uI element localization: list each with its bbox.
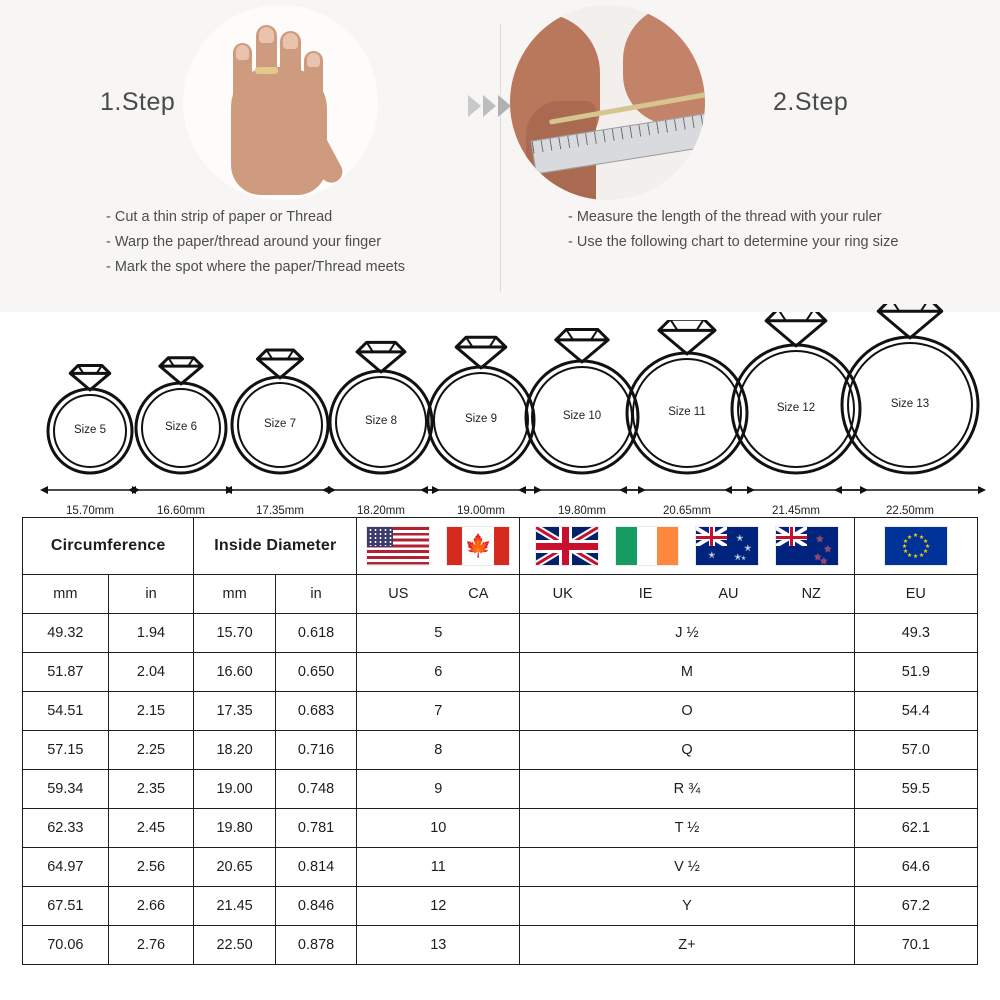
ring-diameter-label: 19.00mm [457, 505, 505, 517]
unit-nz: NZ [801, 586, 821, 602]
us-ca-size-cell: 11 [357, 848, 520, 887]
table-unit-row [23, 575, 978, 614]
circ-mm-cell: 70.06 [23, 926, 109, 965]
ring-size-label: Size 13 [890, 398, 930, 410]
au-flag-icon: ✭ ✭ ✭ ✭ ✭ [696, 527, 758, 565]
ring-diameter-label: 15.70mm [66, 505, 114, 517]
us-ca-size-cell: 7 [357, 692, 520, 731]
table-row [23, 887, 978, 926]
circ-in-cell: 2.25 [108, 731, 194, 770]
us-ca-size-cell: 6 [357, 653, 520, 692]
step-divider [500, 24, 501, 292]
uk-flag-icon [536, 527, 598, 565]
uk-ie-au-nz-flags-cell [520, 518, 854, 575]
dia-mm-cell: 19.80 [194, 809, 275, 848]
unit-ca: CA [468, 586, 489, 602]
ring-size-label: Size 12 [776, 402, 816, 414]
ring-size-diagram [0, 312, 1000, 517]
circ-mm-cell: 67.51 [23, 887, 109, 926]
table-row [23, 848, 978, 887]
dia-mm-cell: 20.65 [194, 848, 275, 887]
fingernail-shape [283, 33, 298, 49]
table-row [23, 614, 978, 653]
uk-ie-au-nz-size-cell: V ½ [520, 848, 854, 887]
ring-size-label: Size 5 [74, 424, 106, 436]
nz-flag-icon: ✭ ✭ ✭ ✭ [776, 527, 838, 565]
us-ca-size-cell: 9 [357, 770, 520, 809]
circ-in-cell: 2.45 [108, 809, 194, 848]
dia-mm-cell: 19.00 [194, 770, 275, 809]
dia-mm-cell: 16.60 [194, 653, 275, 692]
step-2-header [500, 0, 1000, 205]
uk-ie-au-nz-size-cell: O [520, 692, 854, 731]
eu-size-cell: 70.1 [854, 926, 977, 965]
inside-diameter-header: Inside Diameter [194, 518, 357, 575]
circ-in-cell: 2.76 [108, 926, 194, 965]
dia-in-cell: 0.814 [275, 848, 356, 887]
circ-mm-cell: 51.87 [23, 653, 109, 692]
uk-ie-au-nz-size-cell: Y [520, 887, 854, 926]
size-chart-table [22, 517, 978, 965]
ring-size-label: Size 10 [562, 410, 602, 422]
uk-ie-au-nz-size-cell: Z+ [520, 926, 854, 965]
dia-mm-cell: 21.45 [194, 887, 275, 926]
ring-diameter-label: 18.20mm [357, 505, 405, 517]
fingernail-shape [259, 27, 274, 43]
ring-diameter-label: 17.35mm [256, 505, 304, 517]
eu-size-cell: 49.3 [854, 614, 977, 653]
eu-size-cell: 54.4 [854, 692, 977, 731]
dia-mm-cell: 15.70 [194, 614, 275, 653]
circ-mm-cell: 62.33 [23, 809, 109, 848]
dia-in-cell: 0.846 [275, 887, 356, 926]
dia-in-cell: 0.781 [275, 809, 356, 848]
dia-mm-cell: 18.20 [194, 731, 275, 770]
width-arrow-icon [832, 482, 988, 498]
list-item: - Cut a thin strip of paper or Thread [106, 209, 333, 225]
circ-mm-cell: 59.34 [23, 770, 109, 809]
ring-size-item [126, 350, 236, 517]
unit-eu: EU [854, 575, 977, 614]
eu-flag-icon: ★ ★ ★ ★ ★ ★ ★ ★ ★ ★ ★ ★ [885, 527, 947, 565]
circ-in-cell: 2.56 [108, 848, 194, 887]
circ-in-cell: 2.04 [108, 653, 194, 692]
chevron-right-icon [468, 95, 511, 117]
uk-ie-au-nz-size-cell: T ½ [520, 809, 854, 848]
dia-in-cell: 0.878 [275, 926, 356, 965]
us-ca-size-cell: 8 [357, 731, 520, 770]
table-row [23, 809, 978, 848]
table-row [23, 770, 978, 809]
circ-mm-cell: 54.51 [23, 692, 109, 731]
us-ca-size-cell: 13 [357, 926, 520, 965]
dia-mm-cell: 17.35 [194, 692, 275, 731]
ring-diameter-label: 21.45mm [772, 505, 820, 517]
step-1-label: 1.Step [100, 88, 176, 116]
fingernail-shape [307, 53, 320, 67]
eu-size-cell: 51.9 [854, 653, 977, 692]
dia-in-cell: 0.618 [275, 614, 356, 653]
eu-size-cell: 64.6 [854, 848, 977, 887]
unit-uk: UK [552, 586, 573, 602]
ring-size-item [832, 304, 988, 517]
circ-mm-cell: 49.32 [23, 614, 109, 653]
ring-size-label: Size 9 [465, 413, 497, 425]
ring-illustration [832, 304, 988, 482]
eu-size-cell: 62.1 [854, 809, 977, 848]
uk-ie-au-nz-size-cell: J ½ [520, 614, 854, 653]
circ-mm-cell: 57.15 [23, 731, 109, 770]
step-2-block [500, 0, 1000, 312]
unit-ie: IE [638, 586, 653, 602]
ring-diameter-label: 19.80mm [558, 505, 606, 517]
table-row [23, 926, 978, 965]
unit-dia-mm: mm [194, 575, 275, 614]
list-item: - Measure the length of the thread with your ruler [568, 209, 882, 225]
unit-us-ca [357, 575, 520, 614]
dia-in-cell: 0.716 [275, 731, 356, 770]
step-1-instructions [106, 205, 500, 280]
step-1-block [0, 0, 500, 312]
uk-ie-au-nz-size-cell: M [520, 653, 854, 692]
na-flags-cell [357, 518, 520, 575]
ring-size-label: Size 8 [365, 415, 397, 427]
ring-diameter-label: 22.50mm [886, 505, 934, 517]
us-ca-size-cell: 5 [357, 614, 520, 653]
steps-section [0, 0, 1000, 312]
unit-uk-ie-au-nz [520, 575, 854, 614]
uk-ie-au-nz-size-cell: Q [520, 731, 854, 770]
ie-flag-icon [616, 527, 678, 565]
circ-in-cell: 2.15 [108, 692, 194, 731]
table-header-row [23, 518, 978, 575]
dia-in-cell: 0.683 [275, 692, 356, 731]
unit-dia-in: in [275, 575, 356, 614]
list-item: - Use the following chart to determine your ring size [568, 234, 899, 250]
unit-circ-in: in [108, 575, 194, 614]
circ-mm-cell: 64.97 [23, 848, 109, 887]
size-chart-table-wrap [0, 517, 1000, 965]
step-1-header [0, 0, 500, 205]
ring-size-label: Size 7 [264, 418, 296, 430]
measuring-thread-with-ruler-photo [510, 5, 705, 200]
list-item: - Warp the paper/thread around your finger [106, 234, 382, 250]
table-row [23, 692, 978, 731]
list-item: - Mark the spot where the paper/Thread meets [106, 259, 406, 275]
us-ca-size-cell: 10 [357, 809, 520, 848]
us-ca-size-cell: 12 [357, 887, 520, 926]
ca-flag-icon: 🍁 [447, 527, 509, 565]
eu-flag-cell [854, 518, 977, 575]
table-row [23, 653, 978, 692]
fingernail-shape [236, 45, 249, 60]
circ-in-cell: 2.35 [108, 770, 194, 809]
unit-us: US [388, 586, 409, 602]
circ-in-cell: 1.94 [108, 614, 194, 653]
dia-in-cell: 0.748 [275, 770, 356, 809]
table-row [23, 731, 978, 770]
ring-band-icon [255, 67, 278, 74]
width-arrow-icon [126, 482, 236, 498]
ring-diameter-label: 20.65mm [663, 505, 711, 517]
uk-ie-au-nz-size-cell: R ¾ [520, 770, 854, 809]
us-flag-icon [367, 527, 429, 565]
dia-mm-cell: 22.50 [194, 926, 275, 965]
step-2-label: 2.Step [773, 88, 849, 116]
circ-in-cell: 2.66 [108, 887, 194, 926]
unit-au: AU [718, 586, 739, 602]
table-body [23, 614, 978, 965]
ring-size-label: Size 6 [165, 421, 197, 433]
circumference-header: Circumference [23, 518, 194, 575]
ring-diameter-label: 16.60mm [157, 505, 205, 517]
eu-size-cell: 59.5 [854, 770, 977, 809]
step-2-instructions [568, 205, 1000, 255]
eu-size-cell: 67.2 [854, 887, 977, 926]
dia-in-cell: 0.650 [275, 653, 356, 692]
unit-circ-mm: mm [23, 575, 109, 614]
hand-with-ring-photo [183, 5, 378, 200]
eu-size-cell: 57.0 [854, 731, 977, 770]
ring-illustration [126, 350, 236, 482]
ring-size-label: Size 11 [668, 406, 706, 418]
